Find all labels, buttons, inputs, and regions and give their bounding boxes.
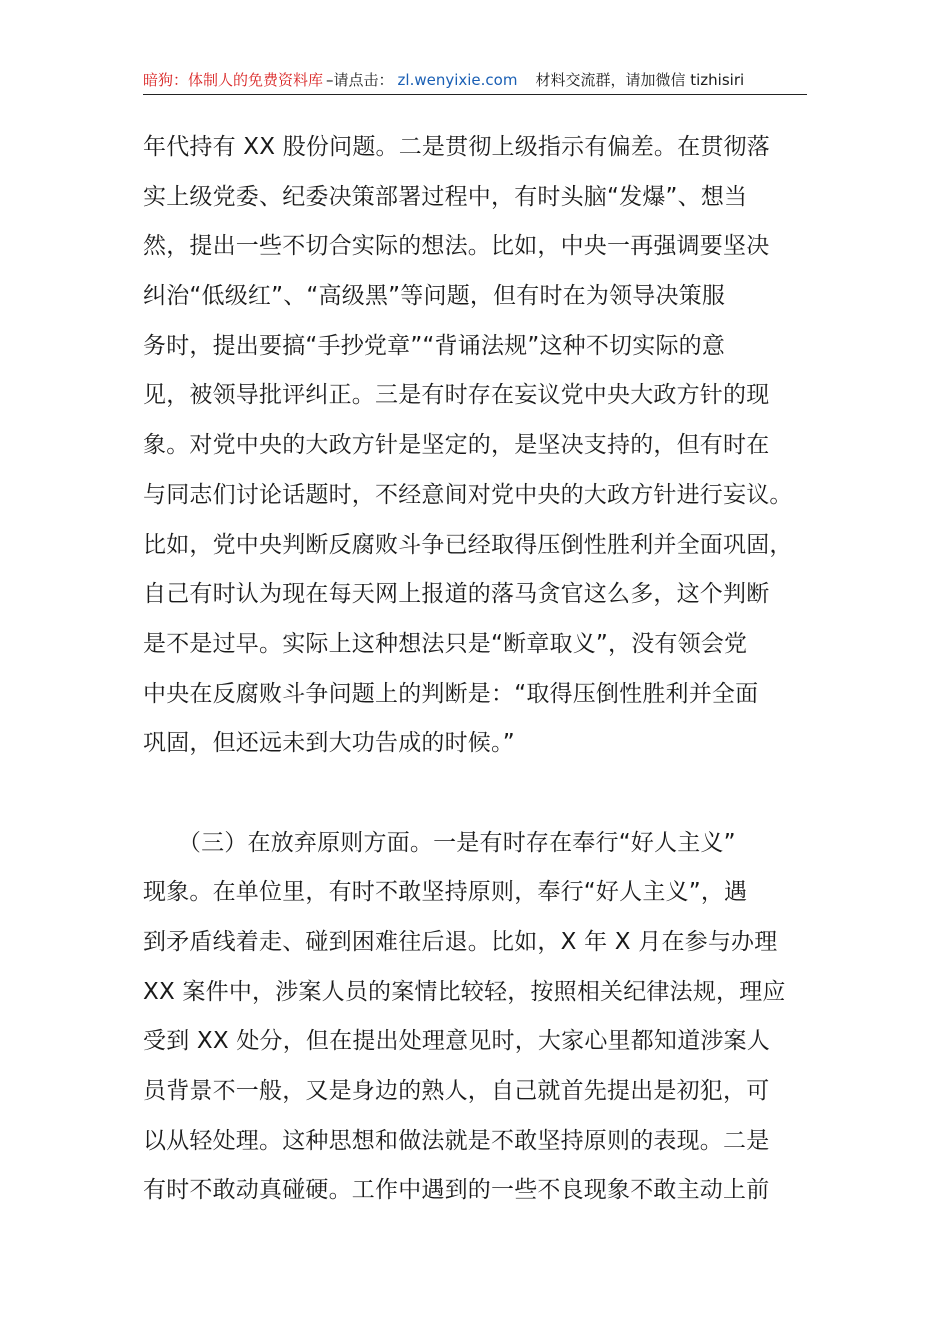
header-divider xyxy=(143,94,807,95)
header-contact: 材料交流群，请加微信 tizhisiri xyxy=(535,71,745,89)
text-line: （三）在放弃原则方面。一是有时存在奉行“好人主义” xyxy=(143,829,736,856)
text-line: 年代持有 XX 股份问题。二是贯彻上级指示有偏差。在贯彻落 xyxy=(143,134,770,160)
paragraph-spacer xyxy=(143,769,807,819)
text-line: 受到 XX 处分，但在提出处理意见时，大家心里都知道涉案人 xyxy=(143,1028,770,1055)
document-body xyxy=(143,123,807,1216)
text-line: XX 案件中，涉案人员的案情比较轻，按照相关纪律法规，理应 xyxy=(143,978,786,1005)
text-line: 比如，党中央判断反腐败斗争已经取得压倒性胜利并全面巩固， xyxy=(143,531,793,558)
text-line: 员背景不一般，又是身边的熟人，自己就首先提出是初犯，可 xyxy=(143,1078,770,1105)
paragraph-1 xyxy=(143,123,807,769)
text-line: 自己有时认为现在每天网上报道的落马贪官这么多，这个判断 xyxy=(143,581,770,608)
text-line: 然，提出一些不切合实际的想法。比如，中央一再强调要坚决 xyxy=(143,233,770,260)
header-brand: 暗狗：体制人的免费资料库 xyxy=(143,71,324,89)
text-line: 纠治“低级红”、“高级黑”等问题，但有时在为领导决策服 xyxy=(143,283,726,310)
text-line: 中央在反腐败斗争问题上的判断是：“取得压倒性胜利并全面 xyxy=(143,680,759,707)
text-line: 是不是过早。实际上这种想法只是“断章取义”，没有领会党 xyxy=(143,630,748,657)
text-line: 有时不敢动真碰硬。工作中遇到的一些不良现象不敢主动上前 xyxy=(143,1177,770,1204)
text-line: 到矛盾线着走、碰到困难往后退。比如，X 年 X 月在参与办理 xyxy=(143,929,778,955)
text-line: 见，被领导批评纠正。三是有时存在妄议党中央大政方针的现 xyxy=(143,382,770,409)
text-line: 巩固，但还远未到大功告成的时候。” xyxy=(143,730,515,757)
header-click-prefix: –请点击： xyxy=(326,71,394,89)
text-line: 以从轻处理。这种思想和做法就是不敢坚持原则的表现。二是 xyxy=(143,1127,770,1154)
text-line: 务时，提出要搞“手抄党章”“背诵法规”这种不切实际的意 xyxy=(143,332,726,359)
text-line: 象。对党中央的大政方针是坚定的，是坚决支持的，但有时在 xyxy=(143,432,770,459)
text-line: 现象。在单位里，有时不敢坚持原则，奉行“好人主义”，遇 xyxy=(143,879,748,906)
page-header xyxy=(143,68,807,92)
text-line: 实上级党委、纪委决策部署过程中，有时头脑“发爆”、想当 xyxy=(143,183,748,210)
header-url-link[interactable]: zl.wenyixie.com xyxy=(397,71,518,89)
paragraph-2 xyxy=(143,819,807,1217)
text-line: 与同志们讨论话题时，不经意间对党中央的大政方针进行妄议。 xyxy=(143,481,793,508)
